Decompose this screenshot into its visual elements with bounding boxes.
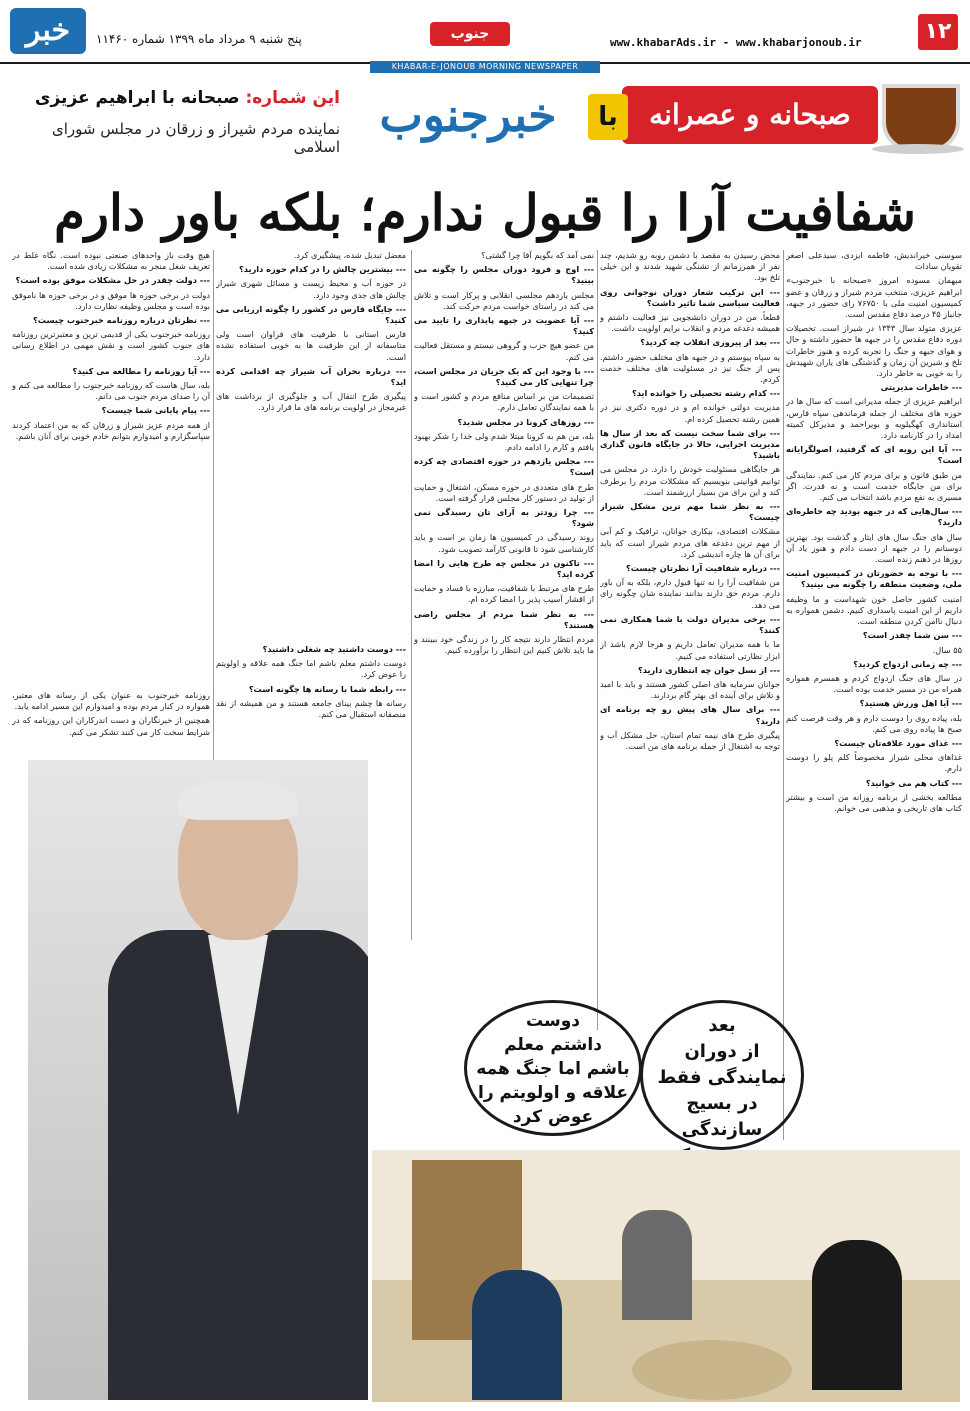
interview-paragraph: روزنامه خبرجنوب به عنوان یکی از رسانه های معتبر، همواره در کنار مردم بوده و امیدوارم این مسیر ادامه یابد. (12, 690, 210, 712)
interview-question: --- درباره شفافیت آرا نظرتان چیست؟ (625, 563, 780, 574)
interview-paragraph: از همه مردم عزیز شیراز و زرقان که به من اعتماد کردند سپاسگزارم و امیدوارم بتوانم خادم خوبی برای آنان باشم. (12, 419, 210, 441)
interview-question: --- درباره بحران آب شیراز چه اقدامی کرده اید؟ (216, 365, 406, 388)
interview-paragraph: دولت در برخی حوزه ها موفق و در برخی حوزه ها ناموفق بوده است و مجلس وظیفه نظارت دارد. (12, 289, 210, 311)
interview-paragraph: قطعاً. من در دوران دانشجویی نیز فعالیت داشتم و همیشه دغدغه مردم و انقلاب برایم اولویت داشت. (600, 312, 780, 334)
portrait-photo (28, 760, 368, 1400)
quote-line: در بسیج سازندگی (681, 1093, 763, 1140)
interview-paragraph: مجلس یازدهم مجلسی انقلابی و پرکار است و تلاش می کند در راستای خواست مردم حرکت کند. (414, 289, 594, 311)
article-column-2 (600, 250, 780, 1030)
interview-paragraph: فارس استانی با ظرفیت های فراوان است ولی متاسفانه از این ظرفیت ها به خوبی استفاده نشده است. (216, 329, 406, 362)
interview-paragraph: جوانان سرمایه های اصلی کشور هستند و باید با امید و تلاش برای آینده ای بهتر گام بردارند. (600, 678, 780, 701)
interview-paragraph: مطالعه بخشی از برنامه روزانه من است و بیشتر کتاب های تاریخی و مذهبی می خوانم. (786, 791, 962, 813)
person-shape (622, 1210, 692, 1320)
interview-paragraph: هر جایگاهی مسئولیت خودش را دارد. در مجلس می توانیم قوانینی بنویسیم که مشکلات مردم را برطرف کند و این برای من بسیار ارزشمند است. (600, 464, 780, 497)
interview-question: --- آیا اهل ورزش هستید؟ (859, 698, 962, 709)
interview-paragraph: پیگیری طرح های نیمه تمام استان، حل مشکل آب و توجه به اشتغال از جمله برنامه های من است. (600, 729, 780, 751)
page-header (0, 0, 970, 64)
guest-name: صبحانه با ابراهیم عزیزی (34, 88, 240, 108)
quote-line: از دوران (684, 1041, 760, 1062)
interview-question: --- چرا زودتر به آرای تان رسیدگی نمی شود؟ (414, 507, 594, 529)
interview-paragraph: بله، سال هاست که روزنامه خبرجنوب را مطالعه می کنم و آن را صدای مردم جنوب می دانم. (12, 380, 210, 402)
person-shape (472, 1270, 562, 1400)
interview-paragraph: به سپاه پیوستم و در جبهه های مختلف حضور داشتم. پس از جنگ نیز در مسئولیت های مختلف خدمت کردم. (600, 351, 780, 385)
interview-question: --- رابطه شما با رسانه ها چگونه است؟ (248, 683, 406, 694)
interview-paragraph: سال های جنگ سال های ایثار و گذشت بود. بهترین دوستانم را در جبهه از دست دادم و هنوز یاد آن روزها در ذهنم زنده است. (786, 531, 962, 565)
interview-question: --- مجلس یازدهم در حوزه اقتصادی چه کرده است؟ (414, 456, 594, 478)
interview-paragraph: همچنین از خبرنگاران و دست اندرکاران این روزنامه که در شرایط سخت کار می کنند تشکر می کنم. (12, 715, 210, 737)
coffee-cup-icon (882, 84, 960, 152)
banner-ba: با (588, 94, 628, 140)
morning-strip: KHABAR-E-JONOUB MORNING NEWSPAPER (370, 61, 600, 73)
interview-question: --- این ترکیب شعار دوران نوجوانی روی فعالیت سیاسی شما تاثیر داشت؟ (600, 286, 780, 308)
column-divider (597, 250, 598, 1030)
article-column-3 (414, 250, 594, 940)
interview-question: --- سن شما چقدر است؟ (862, 630, 962, 641)
interview-paragraph: هیچ وقت باز واحدهای صنعتی نبوده است. نگاه غلط در تعریف شغل منجر به مشکلات زیادی شده است. (12, 250, 210, 272)
interview-paragraph: بله، من هم به کرونا مبتلا شدم ولی خدا را شکر بهبود یافتم و کارم را ادامه دادم. (414, 430, 594, 453)
interview-question: --- آیا این رویه ای که گرفتید، اصولگرایانه است؟ (786, 444, 962, 466)
quote-line: نمایندگی فقط (657, 1067, 787, 1088)
interview-paragraph: طرح های متعددی در حوزه مسکن، اشتغال و حمایت از تولید در دستور کار مجلس قرار گرفته است. (414, 481, 594, 503)
interview-paragraph: محض رسیدن به مقصد با دشمن روبه رو شدیم، چند نفر از همرزمانم از تشنگی شهید شدند و این خیلی تلخ بود. (600, 250, 780, 283)
interview-question: --- دولت چقدر در حل مشکلات موفق بوده است؟ (15, 275, 210, 286)
interview-paragraph: من طبق قانون و برای مردم کار می کنم. نمایندگی برای من جایگاه خدمت است و نه قدرت. اگر مسیری به نفع مردم باشد انتخاب می کنم. (786, 469, 962, 503)
logo-text: خبر (25, 13, 71, 48)
issue-date: پنج شنبه ۹ مرداد ماه ۱۳۹۹ شماره ۱۱۴۶۰ (96, 32, 302, 46)
interview-question: --- دوست داشتید چه شغلی داشتید؟ (262, 644, 406, 654)
quote-line: داشتم معلم (504, 1035, 602, 1055)
interview-paragraph: ما با همه مدیران تعامل داریم و هرجا لازم باشد از ابزار نظارتی استفاده می کنیم. (600, 639, 780, 661)
interview-paragraph: عزیزی متولد سال ۱۳۴۳ در شیراز است. تحصیلات دوره دفاع مقدس را در جبهه ها حضور داشته و حال و هوای جبهه و جنگ را تجربه کرده و هنوز خاطرات تلخ و شیرین آن زمان و گذشتگی های یاران شهیدش را به خوبی به خاطر دارد. (786, 323, 962, 379)
interview-paragraph: سوسنی خیراندیش، فاطمه ایزدی، سیدعلی اصغر تقویان سادات (786, 250, 962, 272)
interview-room-photo (372, 1150, 960, 1402)
article-column-5 (12, 250, 210, 690)
interview-paragraph: بله، پیاده روی را دوست دارم و هر وقت فرصت کنم صبح ها پیاده روی می کنم. (786, 712, 962, 734)
quote-line: عوض کرد (512, 1107, 594, 1127)
banner-ribbon: صبحانه و عصرانه (622, 86, 878, 144)
interview-question: --- چه زمانی ازدواج کردید؟ (853, 658, 962, 669)
article-column-4 (216, 250, 406, 640)
interview-paragraph: من عضو هیچ حزب و گروهی نیستم و مستقل فعالیت می کنم. (414, 340, 594, 362)
interview-paragraph: میهمان مسوده امروز «صبحانه با خبرجنوب» ابراهیم عزیزی، منتخب مردم شیراز و زرقان و عضو کمیسیون امنیت ملی با ۷۶۷۵۰ رای حضور در جبهه، جانباز ۴۵ درصد دفاع مقدس است. (786, 275, 962, 320)
guest-role: نماینده مردم شیراز و زرقان در مجلس شورای اسلامی (52, 120, 340, 156)
pull-quote-1 (640, 1000, 804, 1150)
article-column-1 (786, 250, 962, 1140)
guest-line (30, 88, 340, 108)
interview-question: --- نظرتان درباره روزنامه خبرجنوب چیست؟ (33, 315, 210, 326)
interview-question: --- برای شما سخت نیست که بعد از سال ها مدیریت اجرایی، حالا در جایگاه قانون گذاری باشید؟ (600, 427, 780, 461)
interview-paragraph: معضل تبدیل شده، پیشگیری کرد. (293, 250, 406, 260)
column-divider (411, 250, 412, 940)
interview-question: --- با وجود این که یک جریان در مجلس است، چرا تنهایی کار می کنید؟ (414, 365, 594, 388)
interview-paragraph: رسانه ها چشم بینای جامعه هستند و من همیشه از نقد منصفانه استقبال می کنم. (216, 697, 406, 720)
interview-paragraph: پیگیری طرح انتقال آب و جلوگیری از برداشت های غیرمجاز در اولویت برنامه های ما قرار دارد. (216, 391, 406, 413)
interview-question: --- کدام رشته تحصیلی را خوانده اید؟ (631, 388, 780, 399)
quote-line: باشم اما جنگ همه (476, 1059, 630, 1079)
website-links[interactable]: www.khabarAds.ir - www.khabarjonoub.ir (610, 36, 862, 49)
interview-question: --- غذای مورد علاقه‌تان چیست؟ (834, 737, 962, 748)
interview-paragraph: روزنامه خبرجنوب یکی از قدیمی ترین و معتبرترین روزنامه های جنوب کشور است و نقش مهمی در اطلاع رسانی دارد. (12, 329, 210, 362)
quote-line: بعد (708, 1015, 736, 1036)
newspaper-logo[interactable] (10, 8, 86, 54)
table-shape (632, 1340, 792, 1400)
interview-paragraph: روند رسیدگی در کمیسیون ها زمان بر است و باید کارشناسی شود تا قانونی کارآمد تصویب شود. (414, 532, 594, 554)
interview-question: --- روزهای کرونا در مجلس شدید؟ (457, 416, 594, 427)
saucer-icon (872, 144, 964, 154)
interview-paragraph: طرح های مرتبط با شفافیت، مبارزه با فساد و حمایت از اقشار آسیب پذیر را امضا کرده ام. (414, 583, 594, 605)
interview-question: --- از نسل جوان چه انتظاری دارید؟ (638, 664, 780, 675)
interview-paragraph: مردم انتظار دارند نتیجه کار را در زندگی خود ببینند و ما باید تلاش کنیم این انتظار را برآورده کنیم. (414, 634, 594, 656)
interview-question: --- سال‌هایی که در جبهه بودید چه خاطره‌ای دارید؟ (786, 506, 962, 528)
interview-paragraph: ۵۵ سال. (932, 644, 962, 655)
interview-question: --- بیشترین چالش را در کدام حوزه دارید؟ (239, 264, 406, 275)
person-shape (812, 1240, 902, 1390)
interview-question: --- برای سال های پیش رو چه برنامه ای دارید؟ (600, 704, 780, 726)
interview-paragraph: دوست داشتم معلم باشم اما جنگ همه علاقه و اولویتم را عوض کرد. (216, 658, 406, 680)
interview-question: --- بعد از پیروزی انقلاب چه کردید؟ (640, 337, 780, 348)
interview-question: --- کتاب هم می خوانید؟ (865, 777, 962, 788)
article-column-4b (216, 644, 406, 764)
interview-paragraph: امنیت کشور حاصل خون شهداست و ما وظیفه داریم از این امنیت پاسداری کنیم. دشمن همواره به دنبال ناامن کردن منطقه است. (786, 593, 962, 627)
section-badge[interactable]: جنوب (430, 22, 510, 46)
interview-paragraph: من شفافیت آرا را نه تنها قبول دارم، بلکه به آن باور دارم. مردم حق دارند بدانند نماینده شان چگونه رای می دهد. (600, 577, 780, 610)
interview-paragraph: ابراهیم عزیزی از جمله مدیرانی است که سال ها در حوزه های مختلف از جمله فرماندهی سپاه فارس، استانداری کهگیلویه و بویراحمد و مدیرکل کمیته امداد را در کارنامه دارد. (786, 396, 962, 441)
pull-quote-2 (464, 1000, 642, 1136)
interview-question: --- خاطرات مدیریتی (880, 382, 962, 393)
interview-paragraph: تصمیمات من بر اساس منافع مردم و کشور است و با همه نمایندگان تعامل دارم. (414, 391, 594, 413)
interview-question: --- پیام پایانی شما چیست؟ (101, 405, 210, 416)
interview-paragraph: مشکلات اقتصادی، بیکاری جوانان، ترافیک و کم آبی از مهم ترین دغدغه های مردم شیراز است که باید برای آن ها چاره اندیشی کرد. (600, 526, 780, 559)
interview-question: --- آیا روزنامه را مطالعه می کنید؟ (72, 365, 210, 376)
interview-question: --- آیا عضویت در جبهه پایداری را تایید می کنید؟ (414, 315, 594, 337)
quote-line: علاقه و اولویتم را (478, 1083, 628, 1103)
interview-paragraph: در حوزه آب و محیط زیست و مسائل شهری شیراز چالش های جدی وجود دارد. (216, 278, 406, 300)
column-divider (213, 250, 214, 830)
interview-paragraph: غذاهای محلی شیراز مخصوصاً کلم پلو را دوست دارم. (786, 752, 962, 774)
interview-question: --- اوج و فرود دوران مجلس را چگونه می بینید؟ (414, 264, 594, 286)
interview-paragraph: مدیریت دولتی خوانده ام و در دوره دکتری نیز در همین رشته تحصیل کرده ام. (600, 402, 780, 424)
interview-paragraph: در سال های جنگ ازدواج کردم و همسرم همواره همراه من در مسیر خدمت بوده است. (786, 672, 962, 695)
banner-brand: خبرجنوب (379, 88, 557, 142)
interview-question: --- به نظر شما مردم از مجلس راضی هستند؟ (414, 608, 594, 630)
interview-question: --- به نظر شما مهم ترین مشکل شیراز چیست؟ (600, 501, 780, 523)
interview-question: --- برخی مدیران دولت با شما همکاری نمی کنند؟ (600, 613, 780, 636)
interview-question: --- جایگاه فارس در کشور را چگونه ارزیابی می کنید؟ (216, 303, 406, 326)
page-number: ۱۲ (918, 14, 958, 50)
hair-shape (178, 780, 298, 820)
main-headline: شفافیت آرا را قبول ندارم؛ بلکه باور دارم (53, 183, 917, 242)
interview-question: --- تاکنون در مجلس چه طرح هایی را امضا کرده اید؟ (414, 557, 594, 580)
column-banner (10, 76, 960, 180)
quote-line: دوست (525, 1011, 580, 1031)
guest-label: این شماره: (245, 88, 340, 108)
interview-paragraph: نمی آمد که بگویم آقا چرا گشتی؟ (481, 250, 594, 260)
column-divider (783, 250, 784, 1140)
interview-question: --- با توجه به حضورتان در کمیسیون امنیت ملی، وضعیت منطقه را چگونه می بینید؟ (786, 568, 962, 590)
